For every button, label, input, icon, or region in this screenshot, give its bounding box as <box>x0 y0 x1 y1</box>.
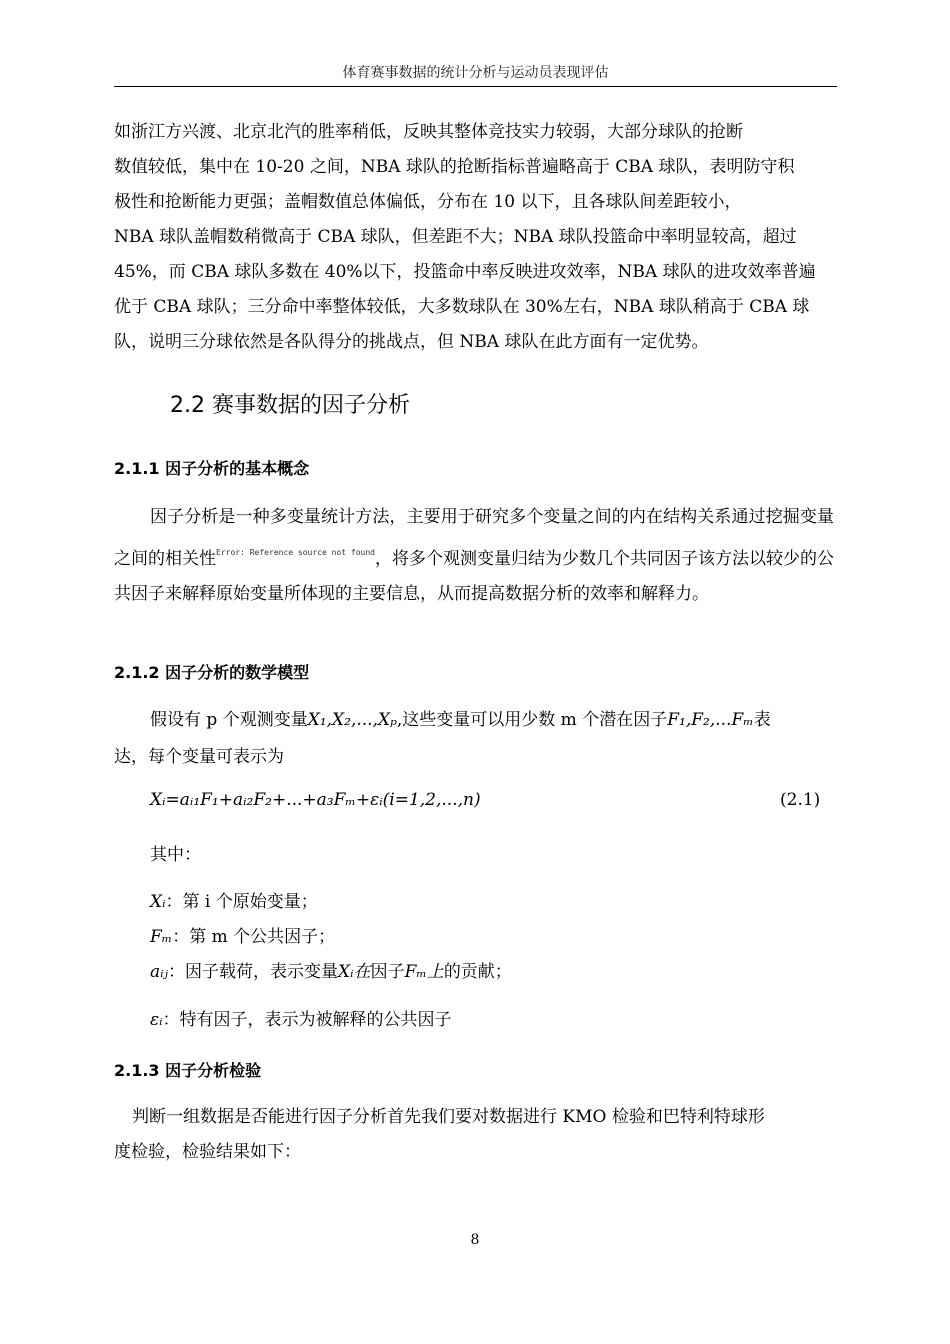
equation-number: (2.1) <box>780 790 821 810</box>
symbol-f-m: Fₘ <box>150 927 173 947</box>
header-rule <box>114 86 837 87</box>
subsection-heading-2-1-2: 2.1.2 因子分析的数学模型 <box>114 663 310 682</box>
symbol-x-i-inline: Xᵢ在 <box>338 962 371 982</box>
symbol-a-ij: aᵢⱼ <box>150 962 169 982</box>
paragraph-line: 数值较低，集中在 10-20 之间，NBA 球队的抢断指标普遍略高于 CBA 球队，表明防守积 <box>114 157 795 177</box>
subsection-heading-2-1-1: 2.1.1 因子分析的基本概念 <box>114 459 310 478</box>
subsection-heading-2-1-3: 2.1.3 因子分析检验 <box>114 1061 262 1080</box>
kmo-test-line-2: 度检验，检验结果如下： <box>114 1142 301 1162</box>
paragraph-results-summary <box>114 115 834 360</box>
concept-text-after: ，将多个观测变量归结为少数几个共同因子该方法以较少的公共因子来解释原始变量所体现的主要信息，从而提高数据分析的效率和解释力。 <box>114 549 835 604</box>
model-intro-line-2: 达，每个变量可表示为 <box>114 747 284 767</box>
paragraph-line: NBA 球队盖帽数稍微高于 CBA 球队，但差距不大；NBA 球队投篮命中率明显较高，超过 <box>114 227 797 247</box>
section-heading-2-2: 2.2 赛事数据的因子分析 <box>170 393 410 418</box>
definition-text-a: ：因子载荷，表示变量 <box>168 962 339 982</box>
kmo-test-line-1: 判断一组数据是否能进行因子分析首先我们要对数据进行 KMO 检验和巴特利特球形 <box>132 1107 765 1127</box>
paragraph-line: 优于 CBA 球队；三分命中率整体较低，大多数球队在 30%左右，NBA 球队稍高于 CBA 球 <box>114 297 810 317</box>
concept-text-before: 因子分析是一种多变量统计方法，主要用于研究多个变量之间的内在结构关系通过挖掘变量之间的相关性 <box>114 507 834 569</box>
paragraph-line: 队，说明三分球依然是各队得分的挑战点，但 NBA 球队在此方面有一定优势。 <box>114 332 709 352</box>
intro-text-a: 假设有 p 个观测变量 <box>150 710 308 730</box>
definition-f-m <box>150 922 335 947</box>
paragraph-factor-analysis-concept <box>114 500 834 612</box>
paragraph-line: 如浙江方兴渡、北京北汽的胜率稍低，反映其整体竞技实力较弱，大部分球队的抢断 <box>114 122 743 142</box>
paragraph-line: 45%，而 CBA 球队多数在 40%以下，投篮命中率反映进攻效率，NBA 球队的进攻效率普遍 <box>114 262 816 282</box>
definition-epsilon-i <box>150 1005 452 1030</box>
model-intro-line <box>150 705 771 730</box>
definition-x-i <box>150 887 318 912</box>
definition-a-ij <box>150 957 512 982</box>
intro-text-b: ,这些变量可以用少数 m 个潜在因子 <box>396 710 668 730</box>
definition-text-b: 因子 <box>370 962 405 982</box>
intro-text-c: 表 <box>753 710 771 730</box>
definition-text: ：特有因子，表示为被解释的公共因子 <box>162 1010 452 1030</box>
math-observed-variables: X₁,X₂,...,Xₚ <box>307 710 397 730</box>
definition-text: ：第 i 个原始变量； <box>165 892 318 912</box>
symbol-f-m-inline: Fₘ上 <box>404 962 444 982</box>
symbol-x-i: Xᵢ <box>150 892 166 912</box>
where-label: 其中： <box>150 845 201 865</box>
definition-text: ：第 m 个公共因子； <box>172 927 336 947</box>
citation-error: Error: Reference source not found <box>216 548 375 557</box>
page-number: 8 <box>470 1232 480 1248</box>
math-latent-factors: F₁,F₂,...Fₘ <box>667 710 754 730</box>
definition-text-c: 的贡献； <box>443 962 512 982</box>
running-header: 体育赛事数据的统计分析与运动员表现评估 <box>342 65 609 81</box>
equation-2-1: Xᵢ=aᵢ₁F₁+aᵢ₂F₂+...+a₃Fₘ+εᵢ(i=1,2,...,n) <box>150 790 481 810</box>
symbol-epsilon-i: εᵢ <box>150 1010 163 1030</box>
paragraph-line: 极性和抢断能力更强；盖帽数值总体偏低，分布在 10 以下，且各球队间差距较小， <box>114 192 742 212</box>
